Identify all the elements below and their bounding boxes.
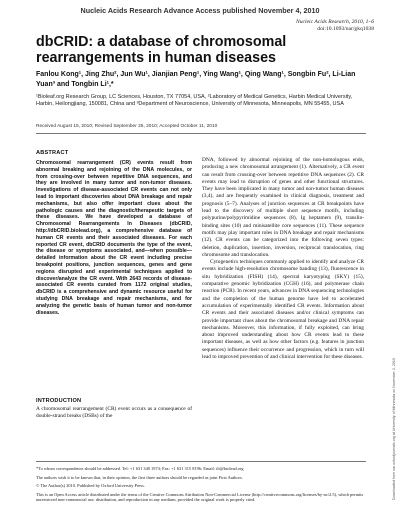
abstract-heading: ABSTRACT [36,150,69,156]
footnotes [36,466,366,506]
right-column [202,157,364,361]
download-watermark-text: Downloaded from nar.oxfordjournals.org at University of Minnesota on November 2, 2010 [392,358,396,500]
article-title [36,34,336,66]
affiliations: ¹Bioleaf.org Research Group, LC Sciences, Houston, TX 77054, USA, ²Laboratory of Medical Genetics, Harbin Medical University, Harbin, Heilongjiang, 150081, China and ³Department of Neuroscience, University of Minnesota, Minneapolis, MN 55455, USA [36,94,353,107]
license-note: This is an Open Access article distributed under the terms of the Creative Commons Attribution Non-Commercial License (http://creativecommons.org/licenses/by-nc/2.5), which permits unrestricted non-commercial use, distribution, and reproduction in any medium, provided the original work is properly cited. [36,491,364,503]
introduction-text: A chromosomal rearrangement (CR) event occurs as a consequence of double-strand breaks (DSBs) of the [36,406,192,420]
abstract-text: Chromosomal rearrangement (CR) events result from abnormal breaking and rejoining of the DNA molecules, or from crossing-over between repetitive DNA sequences, and they are involved in many tumor and non-tumor diseases. Investigations of disease-associated CR events can not only lead to important discoveries about DNA breakage and repair mechanisms, but also offer important clues about the pathologic causes and the diagnostic/therapeutic targets of these diseases. We have developed a database of Chromosomal Rearrangements In Diseases (dbCRID, http://dbCRID.biolead.org), a comprehensive database of human CR events and their associated diseases. For each reported CR event, dbCRID documents the type of the event, the disease or symptoms associated, and—when possible—detailed information about the CR event including precise breakpoint positions, junction sequences, genes and gene regions disrupted and experimental techniques applied to discover/analyze the CR event. With 2643 records of disease-associated CR events curated from 1172 original studies, dbCRID is a comprehensive and dynamic resource useful for studying DNA breakage and repair mechanisms, and for analyzing the genetic basis of human tumor and non-tumor diseases. [36,160,192,316]
author-list: Fanlou Kong¹, Jing Zhu², Jun Wu¹, Jianjian Peng¹, Ying Wang¹, Qing Wang¹, Songbin Fu², Li-Lian Yuan³ and Tongbin Li¹,* [36,71,356,88]
doi-link[interactable]: doi:10.1093/nar/gkq1038 [317,26,374,32]
introduction-heading: INTRODUCTION [36,398,82,404]
copyright-note: © The Author(s) 2010. Published by Oxford University Press. [36,483,145,489]
publication-dates: Received August 15, 2010; Revised September 25, 2010; Accepted October 11, 2010 [36,124,218,129]
header-divider [36,133,366,134]
journal-citation: Nucleic Acids Research, 2010, 1–6 [296,19,374,25]
title-line-1: dbCRID: a database of chromosomal [36,34,287,50]
corresponding-author-note: *To whom correspondence should be addressed. Tel: +1 631 340 1974; Fax: +1 631 315 8196; Email: tli@biolead.org [36,466,244,471]
footnote-divider [36,461,366,462]
download-watermark [386,300,394,500]
journal-reference [296,19,374,33]
advance-access-banner: Nucleic Acids Research Advance Access published November 4, 2010 [80,6,320,15]
equal-contribution-note: The authors wish it to be known that, in their opinion, the first three authors should be regarded as joint First Authors. [36,474,243,480]
right-column-paragraph-1: DNA, followed by abnormal rejoining of the non-homologous ends, producing a new chromosomal arrangement (1). Alternatively, a CR event can result from crossing-over between repetitive DNA sequences (2). CR events may lead to disruption of genes and other functional structures. They have been implicated in many tumor and non-tumor human diseases (3,4), and are frequently examined in clinical diagnosis, treatment and prognosis (5–7). Analyses of junction sequences at CR breakpoints have lead to the discovery of multiple short sequence motifs, including polypurine/polypyrimidine sequences (8), Ig heptamers (9), translin-binding sites (10) and minisatellite core sequences (11). These sequence motifs may play important roles in DNA breakage and repair mechanisms (12). CR events can be categorized into the following seven types: deletion, duplication, insertion, inversion, reciprocal translocation, ring chromosome and translocation. [202,157,364,258]
right-column-paragraph-2: Cytogenetics techniques commonly applied to identify and analyze CR events include high-resolution chromosome banding (13), fluorescence in situ hybridization (FISH) (14), spectral karyotyping (SKY) (15), comparative genomic hybridization (CGH) (16), and polymerase chain reaction (PCR). In recent years, advances in DNA sequencing technologies and the completion of the human genome have led to accelerated accumulation of experimentally identified CR events. Information about CR events and their associated diseases and/or clinical symptoms can provide important clues about the chromosomal breakage and DNA repair mechanisms. Moreover, this information, if fully exploited, can bring about improved understanding about how CR events lead to these important diseases, as well as how other factors (e.g. features in junction sequences) influence their occurrence and progression, which in turn will lead to improved prevention of and clinical intervention for these diseases. [202,259,364,361]
title-line-2: rearrangements in human diseases [36,50,276,66]
